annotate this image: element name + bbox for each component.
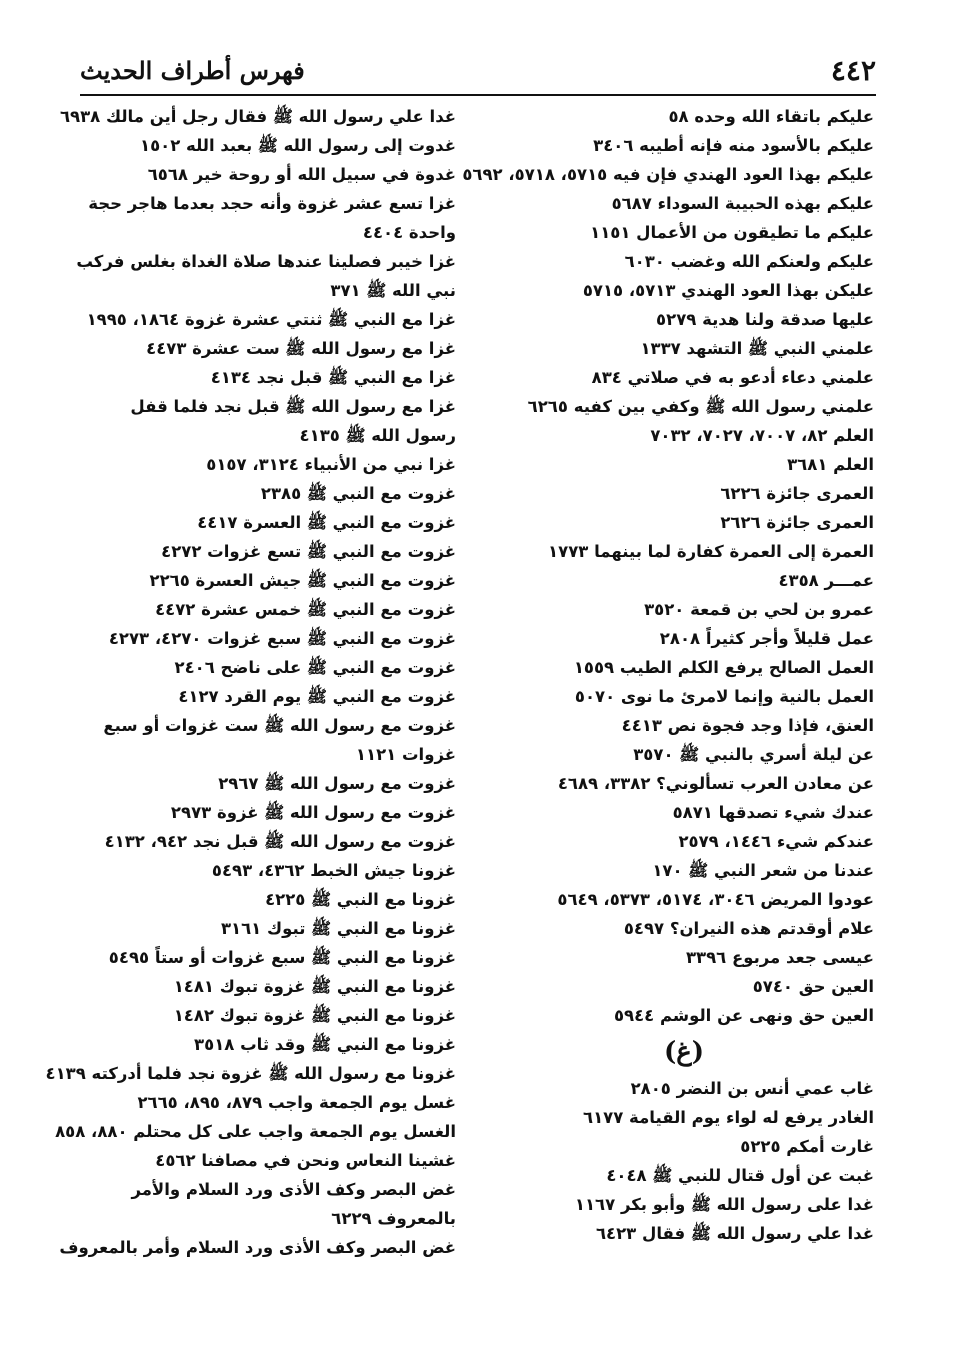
- index-entry: غزا مع النبي ﷺ قبل نجد ٤١٣٤: [210, 368, 456, 387]
- index-entry: عمرو بن لحي بن قمعة ٣٥٢٠: [644, 600, 874, 619]
- index-entry: غبت عن أول قتال للنبي ﷺ ٤٠٤٨: [606, 1166, 874, 1185]
- index-entry: علمني النبي ﷺ التشهد ١٣٣٧: [640, 339, 874, 358]
- index-entry: غسل يوم الجمعة واجب ٨٧٩، ٨٩٥، ٢٦٦٥: [137, 1093, 456, 1112]
- index-column-right: [462, 102, 874, 1248]
- index-entry: غزوت مع النبي ﷺ سبع غزوات ٤٢٧٠، ٤٢٧٣: [108, 629, 456, 648]
- index-entry: العين حق ونهى عن الوشم ٥٩٤٤: [613, 1006, 874, 1025]
- index-entry: غارت أمكم ٥٢٢٥: [740, 1137, 874, 1156]
- index-entry: غزونا مع رسول الله ﷺ غزوة نجد فلما أدركته ٤١٣٩: [45, 1064, 456, 1083]
- index-entry: عليكم بهذه الحبيبة السوداء ٥٦٨٧: [611, 194, 874, 213]
- section-letter-heading: (غ): [663, 1037, 705, 1067]
- index-entry: عندك شيء تصدقها ٥٨٧١: [672, 803, 874, 822]
- index-entry: غزوت مع النبي ﷺ خمس عشرة ٤٤٧٢: [155, 600, 456, 619]
- index-entry: عليكم ولعنكم الله وغضب ٦٠٣٠: [624, 252, 874, 271]
- index-entry: غزا مع رسول الله ﷺ قبل نجد فلما قفل رسول الله ﷺ ٤١٣٥: [130, 397, 456, 445]
- running-title: فهرس أطراف الحديث: [80, 56, 305, 85]
- index-entry: الغادر يرفع له لواء يوم القيامة ٦١٧٧: [583, 1108, 874, 1127]
- index-entry: عن ليلة أسري بالنبي ﷺ ٣٥٧٠: [633, 745, 874, 764]
- index-entry: غدا على رسول الله ﷺ وأبو بكر ١١٦٧: [574, 1195, 874, 1214]
- index-column-left: [45, 102, 456, 1262]
- index-entry: علام أوقدتم هذه النيران؟ ٥٤٩٧: [623, 919, 874, 938]
- index-entry: غدوت إلى رسول الله ﷺ بعبد الله ١٥٠٢: [140, 136, 456, 155]
- index-entry: عمـــر ٤٣٥٨: [778, 571, 874, 590]
- index-entry: غزوت مع رسول الله ﷺ ٢٩٦٧: [218, 774, 456, 793]
- index-entry: غزونا مع النبي ﷺ غزوة تبوك ١٤٨١: [173, 977, 456, 996]
- index-entry: علمني دعاء أدعو به في صلاتي ٨٣٤: [591, 368, 874, 387]
- index-entry: عيسى جعد مربوع ٣٣٩٦: [685, 948, 874, 967]
- index-entry: عليكم باتقاء الله وحده ٥٨: [668, 107, 874, 126]
- index-entry: غزوت مع النبي ﷺ العسرة ٤٤١٧: [197, 513, 456, 532]
- index-entry: غزا مع رسول الله ﷺ ست عشرة ٤٤٧٣: [146, 339, 456, 358]
- index-entry: غزوت مع رسول الله ﷺ ست غزوات أو سبع غزوات ١١٢١: [103, 716, 456, 764]
- index-entry: غزا نبي من الأنبياء ٣١٢٤، ٥١٥٧: [206, 455, 456, 474]
- index-entry: غزوت مع النبي ﷺ جيش العسرة ٢٢٦٥: [149, 571, 456, 590]
- index-entry: العلم ٨٢، ٧٠٠٧، ٧٠٢٧، ٧٠٣٢: [650, 426, 874, 445]
- index-entry: غزا خيبر فصلينا عندها صلاة الغداة بغلس فركب نبي الله ﷺ ٣٧١: [76, 252, 456, 300]
- index-entry: العمرى جائزة ٦٢٢٦: [720, 484, 874, 503]
- index-entry: غزونا جيش الخبط ٤٣٦٢، ٥٤٩٣: [211, 861, 456, 880]
- index-entry: غدا علي رسول الله ﷺ فقال رجل أين مالك ٦٩٣٨: [59, 107, 456, 126]
- index-entry: غزوت مع رسول الله ﷺ غزوة ٢٩٧٣: [170, 803, 456, 822]
- index-entry: عمل قليلاً وأجر كثيراً ٢٨٠٨: [659, 629, 874, 648]
- index-entry: عليكم بالأسود منه فإنه أطيبه ٣٤٠٦: [593, 136, 874, 155]
- index-entry: العلم ٣٦٨١: [787, 455, 874, 474]
- index-entry: عن معادن العرب تسألوني؟ ٣٣٨٢، ٤٦٨٩: [557, 774, 874, 793]
- index-entry: علمني رسول الله ﷺ وكفي بين كفيه ٦٢٦٥: [527, 397, 874, 416]
- index-entry: عندكم شيء ١٤٤٦، ٢٥٧٩: [678, 832, 874, 851]
- index-entry: العمل الصالح يرفع الكلم الطيب ١٥٥٩: [573, 658, 874, 677]
- index-entry: الغسل يوم الجمعة واجب على كل محتلم ٨٨٠، ٨٥٨: [55, 1122, 456, 1141]
- index-entry: غزونا مع النبي ﷺ ٤٢٢٥: [265, 890, 456, 909]
- index-entry: غدا علي رسول الله ﷺ فقال ٦٤٢٣: [595, 1224, 874, 1243]
- index-entry: غزا مع النبي ﷺ ثنتي عشرة غزوة ١٨٦٤، ١٩٩٥: [86, 310, 456, 329]
- index-entry: غدوة في سبيل الله أو روحة خير ٦٥٦٨: [147, 165, 456, 184]
- index-entry: غزوت مع النبي ﷺ تسع غزوات ٤٢٧٢: [161, 542, 456, 561]
- index-entry: غزونا مع النبي ﷺ غزوة تبوك ١٤٨٢: [173, 1006, 456, 1025]
- index-entry: عودوا المريض ٣٠٤٦، ٥١٧٤، ٥٣٧٣، ٥٦٤٩: [557, 890, 874, 909]
- index-entry: العمرة إلى العمرة كفارة لما بينهما ١٧٧٣: [548, 542, 874, 561]
- index-entry: غزوت مع النبي ﷺ ٢٣٨٥: [260, 484, 456, 503]
- index-entry: غزوت مع النبي ﷺ على ناضح ٢٤٠٦: [174, 658, 456, 677]
- index-entry: عندنا من شعر النبي ﷺ ١٧٠: [652, 861, 874, 880]
- index-entry: غض البصر وكف الأذى ورد السلام وأمر بالمعروف: [59, 1238, 456, 1257]
- index-entry: غزوت مع رسول الله ﷺ قبل نجد ٩٤٢، ٤١٣٢: [104, 832, 456, 851]
- index-entry: غزونا مع النبي ﷺ سبع غزوات أو ستاً ٥٤٩٥: [108, 948, 456, 967]
- index-entry: غزونا مع النبي ﷺ تبوك ٣١٦١: [220, 919, 456, 938]
- index-entry: غشينا النعاس ونحن في مصافنا ٤٥٦٢: [155, 1151, 456, 1170]
- index-entry: عليكم ما تطيقون من الأعمال ١١٥١: [590, 223, 874, 242]
- index-entry: العنق، فإذا وجد فجوة نص ٤٤١٣: [621, 716, 874, 735]
- index-entry: غزونا مع النبي ﷺ وقد ثاب ٣٥١٨: [194, 1035, 456, 1054]
- index-entry: غزا تسع عشر غزوة وأنه حجد بعدما هاجر حجة واحدة ٤٤٠٤: [88, 194, 456, 242]
- index-entry: العين حق ٥٧٤٠: [752, 977, 874, 996]
- index-entry: غزوت مع النبي ﷺ يوم القرد ٤١٢٧: [178, 687, 456, 706]
- index-entry: العمرى جائزة ٢٦٢٦: [720, 513, 874, 532]
- index-entry: العمل بالنية وإنما لامرئ ما نوى ٥٠٧٠: [574, 687, 874, 706]
- index-entry: غض البصر وكف الأذى ورد السلام والأمر بالمعروف ٦٢٢٩: [131, 1180, 456, 1228]
- index-entry: غاب عمي أنس بن النضر ٢٨٠٥: [630, 1079, 874, 1098]
- page-header: [80, 52, 876, 92]
- header-rule: [80, 94, 876, 96]
- index-entry: عليكم بهذا العود الهندي فإن فيه ٥٧١٥، ٥٧١٨، ٥٦٩٢: [462, 165, 874, 184]
- index-entry: عليكن بهذا العود الهندي ٥٧١٣، ٥٧١٥: [582, 281, 874, 300]
- page-number: ٤٤٢: [830, 54, 876, 87]
- index-entry: عليها صدقة ولنا هدية ٥٢٧٩: [656, 310, 874, 329]
